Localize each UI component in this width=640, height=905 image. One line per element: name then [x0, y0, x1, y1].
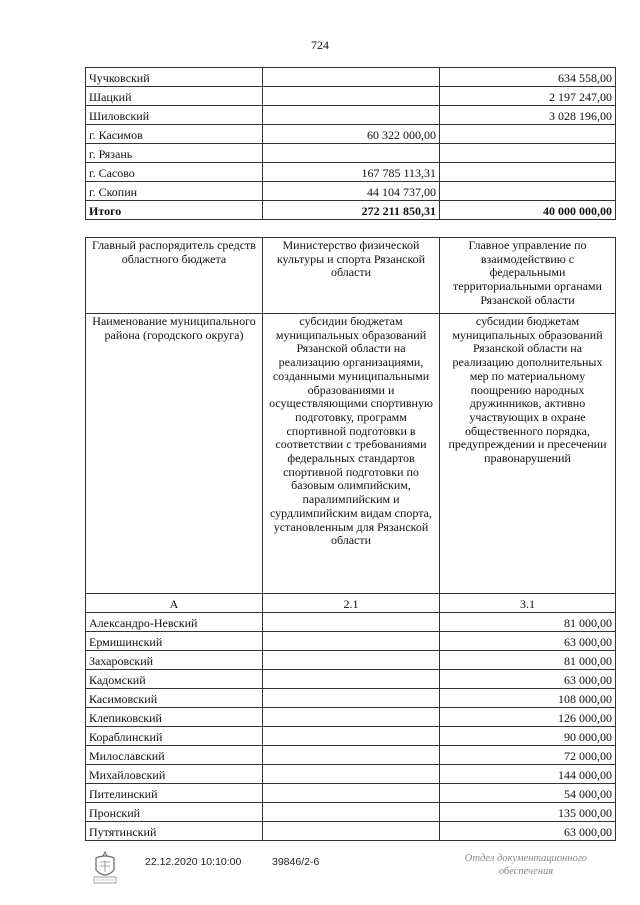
- table-row: [86, 125, 616, 144]
- table-row: [86, 87, 616, 106]
- table-row: [86, 689, 616, 708]
- row-value-col2: [263, 68, 440, 87]
- row-value-col2: [263, 746, 440, 765]
- index-col-a: А: [86, 594, 263, 613]
- row-value-col3: 2 197 247,00: [440, 87, 616, 106]
- row-value-col3: [440, 163, 616, 182]
- footer-doc-number: 39846/2-6: [272, 856, 320, 868]
- total-row: [86, 201, 616, 220]
- row-value-col2: [263, 784, 440, 803]
- row-value-col2: 60 322 000,00: [263, 125, 440, 144]
- row-value-col3: 126 000,00: [440, 708, 616, 727]
- header-row-subsidy: [86, 314, 616, 594]
- stamp-line-1: Отдел документационного: [464, 853, 588, 864]
- row-name: Чучковский: [86, 68, 263, 87]
- row-value-col2: 44 104 737,00: [263, 182, 440, 201]
- row-value-col2: 272 211 850,31: [263, 201, 440, 220]
- row-name: Милославский: [86, 746, 263, 765]
- row-value-col2: [263, 765, 440, 784]
- row-name: Пителинский: [86, 784, 263, 803]
- table-row: [86, 727, 616, 746]
- row-value-col2: [263, 651, 440, 670]
- row-value-col2: [263, 613, 440, 632]
- page-footer: [0, 848, 640, 898]
- department-stamp: [446, 852, 606, 878]
- row-value-col3: 90 000,00: [440, 727, 616, 746]
- row-value-col3: [440, 125, 616, 144]
- row-value-col3: 144 000,00: [440, 765, 616, 784]
- index-col-2-1: 2.1: [263, 594, 440, 613]
- header-row-administrator: [86, 238, 616, 314]
- row-value-col3: 63 000,00: [440, 822, 616, 841]
- table-row: [86, 765, 616, 784]
- subsidy-table: [85, 237, 616, 841]
- table-row: [86, 803, 616, 822]
- row-name: г. Рязань: [86, 144, 263, 163]
- row-value-col2: [263, 632, 440, 651]
- row-name: Ермишинский: [86, 632, 263, 651]
- table-row: [86, 670, 616, 689]
- row-name: Шацкий: [86, 87, 263, 106]
- row-value-col3: 135 000,00: [440, 803, 616, 822]
- header-municipality-label: Наименование муниципального района (городского округа): [86, 314, 263, 594]
- row-value-col2: [263, 803, 440, 822]
- row-name: Касимовский: [86, 689, 263, 708]
- table-row: [86, 163, 616, 182]
- row-name: Шиловский: [86, 106, 263, 125]
- stamp-line-2: обеспечения: [498, 866, 554, 877]
- coat-of-arms-icon: [90, 850, 120, 886]
- table-row: [86, 182, 616, 201]
- row-value-col3: [440, 144, 616, 163]
- row-value-col2: [263, 106, 440, 125]
- header-main-directorate: Главное управление по взаимодействию с федеральными территориальными органами Рязанской области: [440, 238, 616, 314]
- row-name: Михайловский: [86, 765, 263, 784]
- row-name: г. Сасово: [86, 163, 263, 182]
- row-value-col2: [263, 822, 440, 841]
- top-budget-table: [85, 67, 616, 220]
- row-value-col2: [263, 87, 440, 106]
- page-number: 724: [311, 38, 329, 52]
- row-name: г. Скопин: [86, 182, 263, 201]
- header-administrator-label: Главный распорядитель средств областного бюджета: [86, 238, 263, 314]
- row-name: Клепиковский: [86, 708, 263, 727]
- row-value-col3: 634 558,00: [440, 68, 616, 87]
- table-row: [86, 632, 616, 651]
- row-value-col3: [440, 182, 616, 201]
- row-name: Кадомский: [86, 670, 263, 689]
- table-row: [86, 144, 616, 163]
- row-value-col2: [263, 708, 440, 727]
- table-row: [86, 651, 616, 670]
- row-value-col3: 81 000,00: [440, 613, 616, 632]
- table-row: [86, 822, 616, 841]
- row-name: Пронский: [86, 803, 263, 822]
- table-row: [86, 613, 616, 632]
- row-value-col2: [263, 144, 440, 163]
- table-row: [86, 106, 616, 125]
- row-value-col3: 40 000 000,00: [440, 201, 616, 220]
- table-row: [86, 68, 616, 87]
- row-name: Кораблинский: [86, 727, 263, 746]
- row-value-col2: [263, 689, 440, 708]
- row-value-col3: 81 000,00: [440, 651, 616, 670]
- table-row: [86, 708, 616, 727]
- row-name: Путятинский: [86, 822, 263, 841]
- index-row: [86, 594, 616, 613]
- row-value-col2: [263, 727, 440, 746]
- row-name: Александро-Невский: [86, 613, 263, 632]
- row-value-col2: [263, 670, 440, 689]
- table-row: [86, 784, 616, 803]
- header-ministry-sport: Министерство физической культуры и спорта Рязанской области: [263, 238, 440, 314]
- row-value-col3: 3 028 196,00: [440, 106, 616, 125]
- row-value-col3: 63 000,00: [440, 670, 616, 689]
- index-col-3-1: 3.1: [440, 594, 616, 613]
- row-name: Захаровский: [86, 651, 263, 670]
- row-value-col2: 167 785 113,31: [263, 163, 440, 182]
- footer-datetime: 22.12.2020 10:10:00: [145, 856, 242, 868]
- row-value-col3: 63 000,00: [440, 632, 616, 651]
- table-row: [86, 746, 616, 765]
- row-value-col3: 54 000,00: [440, 784, 616, 803]
- row-value-col3: 108 000,00: [440, 689, 616, 708]
- header-subsidy-druzhina: субсидии бюджетам муниципальных образований Рязанской области на реализацию дополнительных мер по материальному поощрению народных дружинников, активно участвующих в охране общественного порядка, предупреждении и пресечении правонарушений: [440, 314, 616, 594]
- row-name: г. Касимов: [86, 125, 263, 144]
- row-name: Итого: [86, 201, 263, 220]
- header-subsidy-sport: субсидии бюджетам муниципальных образований Рязанской области на реализацию организациями, созданными муниципальными образованиями и осуществляющими спортивную подготовку, программ спортивной подготовки в соответствии с требованиями федеральных стандартов спортивной подготовки по базовым олимпийским, паралимпийским и сурдлимпийским видам спорта, установленным для Рязанской области: [263, 314, 440, 594]
- row-value-col3: 72 000,00: [440, 746, 616, 765]
